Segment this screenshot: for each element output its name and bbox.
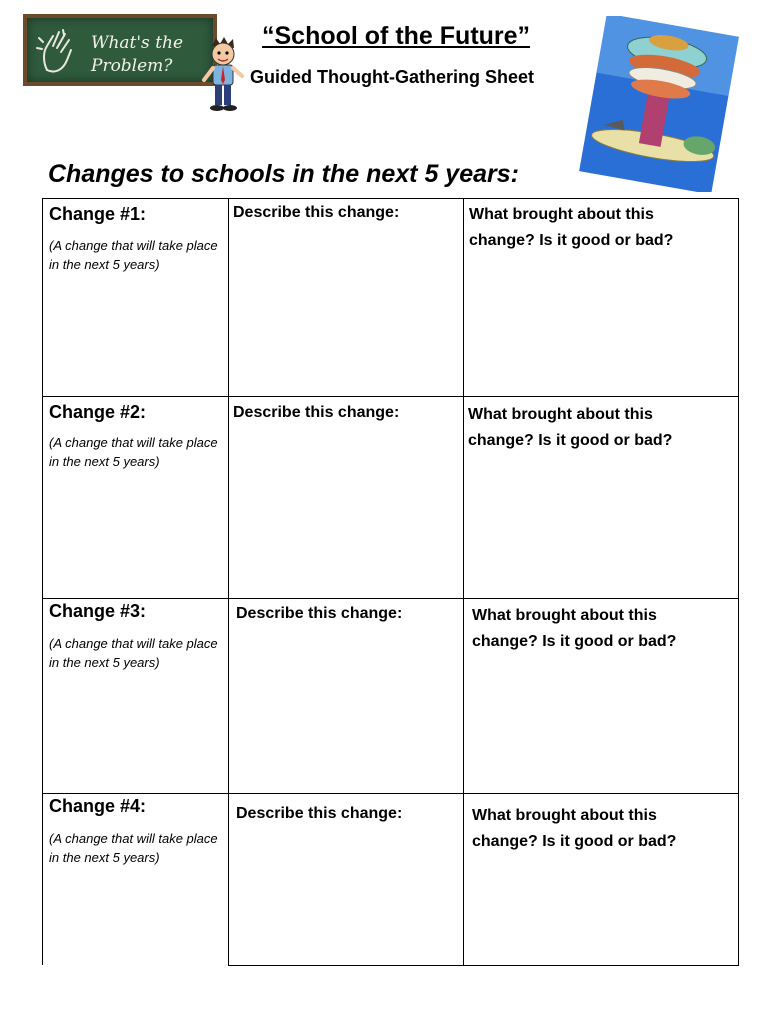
change-1-note: (A change that will take place in the next 5 years) bbox=[49, 238, 218, 272]
futuristic-school-image bbox=[578, 16, 740, 192]
change-1-label: Change #1: bbox=[49, 204, 147, 224]
change-3-describe: Describe this change: bbox=[236, 605, 403, 622]
change-3-label: Change #3: bbox=[49, 601, 147, 621]
change-2-note: (A change that will take place in the next 5 years) bbox=[49, 435, 218, 469]
change-1-describe: Describe this change: bbox=[233, 204, 400, 221]
hand-doodle-icon bbox=[33, 26, 83, 80]
chalkboard-text: What's the Problem? bbox=[91, 33, 184, 76]
change-4-describe: Describe this change: bbox=[236, 805, 403, 822]
section-heading: Changes to schools in the next 5 years: bbox=[48, 160, 519, 188]
change-2-label: Change #2: bbox=[49, 402, 147, 422]
change-2-question: What brought about this change? Is it good or bad? bbox=[468, 406, 673, 449]
change-4-note: (A change that will take place in the next 5 years) bbox=[49, 831, 218, 865]
change-3-note: (A change that will take place in the next 5 years) bbox=[49, 636, 218, 670]
page-subtitle: Guided Thought-Gathering Sheet bbox=[250, 67, 534, 87]
change-2-describe: Describe this change: bbox=[233, 404, 400, 421]
change-1-question: What brought about this change? Is it good or bad? bbox=[469, 206, 674, 249]
change-4-question: What brought about this change? Is it good or bad? bbox=[472, 807, 677, 850]
change-3-question: What brought about this change? Is it good or bad? bbox=[472, 607, 677, 650]
cartoon-boy-icon bbox=[200, 36, 246, 112]
chalkboard-logo bbox=[23, 14, 217, 86]
page-title: “School of the Future” bbox=[262, 22, 531, 50]
change-4-label: Change #4: bbox=[49, 796, 147, 816]
